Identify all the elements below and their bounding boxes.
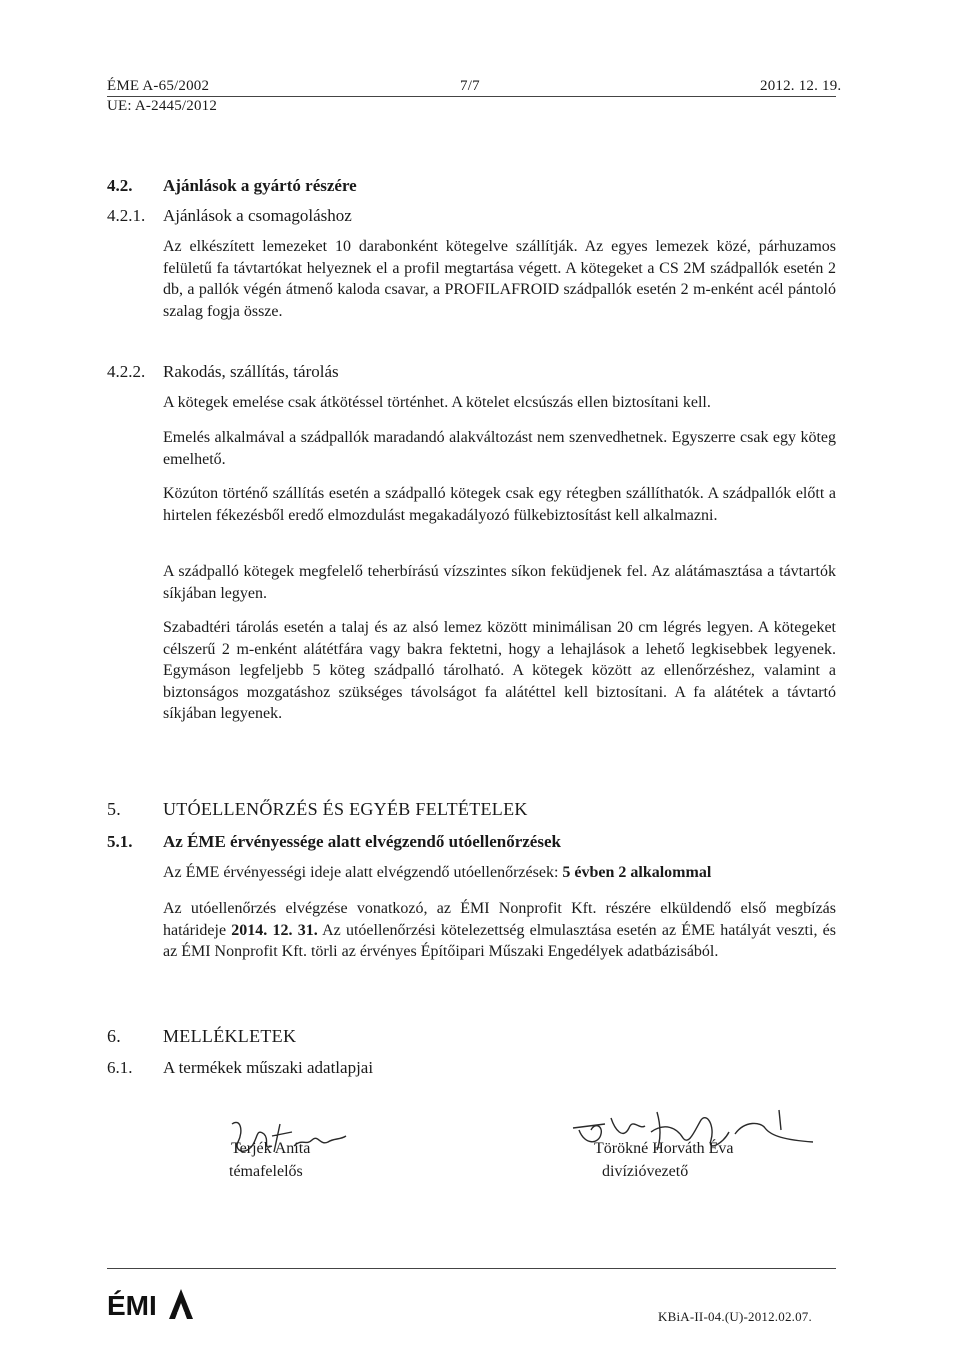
section-6-title: MELLÉKLETEK — [163, 1026, 297, 1046]
section-4-2-number: 4.2. — [107, 176, 133, 195]
handling-paragraph-1: A kötegek emelése csak átkötéssel történhet. A kötelet elcsúszás ellen biztosítani kell. — [163, 394, 711, 411]
right-signatory-title: divízióvezető — [602, 1163, 689, 1180]
section-4-2-2-title: Rakodás, szállítás, tárolás — [163, 362, 339, 381]
section-4-2-2-number: 4.2.2. — [107, 362, 146, 381]
form-code: KBiA-II-04.(U)-2012.02.07. — [658, 1309, 812, 1324]
inspection-frequency-paragraph — [163, 862, 836, 884]
section-4-2-1-title: Ajánlások a csomagoláshoz — [163, 206, 352, 225]
inspection-frequency-value: 5 évben 2 alkalommal — [562, 864, 712, 881]
emi-logo-text: ÉMI — [107, 1290, 157, 1321]
ue-reference: UE: A-2445/2012 — [107, 98, 218, 114]
doc-reference: ÉME A-65/2002 — [107, 78, 210, 94]
packaging-paragraph: Az elkészített lemezeket 10 darabonként kötegelve szállítják. Az egyes lemezek közé, párhuzamos felületű fa távtartókat helyeznek el a profil megtartása végett. A kötegeket a CS 2M szádpallók esetén 2 db, a pallók végén átmenő kaloda csavar, a PROFILAFROID szádpallók esetén 2 m-enként acél pántoló szalag fogja össze. — [163, 238, 836, 320]
handling-paragraph-4: A szádpalló kötegek megfelelő teherbírású vízszintes síkon feküdjenek fel. Az alátámasztása a távtartók síkjában legyen. — [163, 563, 836, 602]
footer-rule — [107, 1268, 836, 1269]
handling-paragraph-3: Közúton történő szállítás esetén a szádpalló kötegek csak egy rétegben szállíthatók. A szádpallók előtt a hirtelen fékezésből eredő elmozdulást megakadályozó fülkebiztosítást kell alkalmazni. — [163, 485, 836, 524]
header-date: 2012. 12. 19. — [760, 78, 842, 94]
inspection-deadline-paragraph — [163, 898, 836, 963]
deadline-text-before: Az utóellenőrzés elvégzése vonatkozó, az ÉMI Nonprofit Kft. részére elküldendő első megbízás határideje — [163, 900, 836, 939]
section-5-title: UTÓELLENŐRZÉS ÉS EGYÉB FELTÉTELEK — [163, 799, 528, 819]
section-5-1-number: 5.1. — [107, 832, 133, 851]
right-signatory-name: Törökné Horváth Éva — [594, 1140, 734, 1157]
deadline-date: 2014. 12. 31. — [231, 921, 318, 939]
emi-logo — [107, 1283, 197, 1323]
section-5-number: 5. — [107, 799, 122, 819]
section-4-2-title: Ajánlások a gyártó részére — [163, 176, 357, 195]
section-6-1-title: A termékek műszaki adatlapjai — [163, 1058, 374, 1077]
section-6-1-number: 6.1. — [107, 1058, 133, 1077]
deadline-text-after: Az utóellenőrzési kötelezettség elmulasztása esetén az ÉME hatályát veszti, és az ÉMI Nonprofit Kft. törli az érvényes Építőipari Műszaki Engedélyek adatbázisából. — [163, 921, 837, 960]
section-5-1-title: Az ÉME érvényessége alatt elvégzendő utóellenőrzések — [163, 832, 561, 851]
handling-paragraph-2: Emelés alkalmával a szádpallók maradandó alakváltozást nem szenvedhetnek. Egyszerre csak egy köteg emelhető. — [163, 429, 836, 468]
left-signatory-title: témafelelős — [229, 1163, 303, 1180]
storage-paragraph: Szabadtéri tárolás esetén a talaj és az alsó lemez között minimálisan 20 cm légrés legyen. A kötegeket célszerű 2 m-enként alátétfára vagy bakra fektetni, hogy a lehajlások a lehető legkisebbek legyenek. Egymáson legfeljebb 5 köteg szádpalló tárolható. A kötegek között az ellenőrzéshez, valamint a biztonságos mozgatáshoz szükséges távolságot fa alátéttel kell biztosítani. A fa alátétek a távtartó síkjában legyenek. — [163, 619, 836, 722]
left-signatory-name: Terjék Anita — [231, 1140, 311, 1157]
header-rule — [107, 96, 836, 97]
page-number: 7/7 — [460, 78, 480, 94]
section-6-number: 6. — [107, 1026, 122, 1046]
inspection-frequency-text: Az ÉME érvényességi ideje alatt elvégzendő utóellenőrzések: — [163, 864, 563, 881]
section-4-2-1-number: 4.2.1. — [107, 206, 146, 225]
